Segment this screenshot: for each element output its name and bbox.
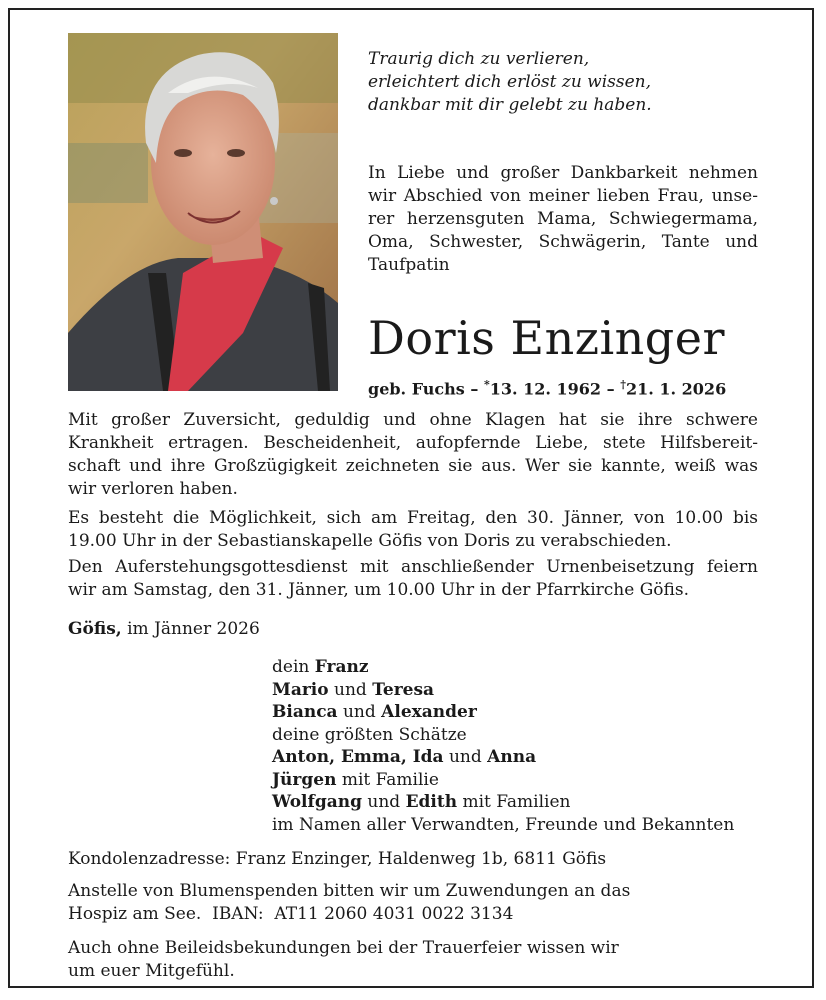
mourner-text: und bbox=[337, 702, 382, 722]
mourner-name: Franz bbox=[314, 657, 369, 677]
mourner-line bbox=[272, 701, 734, 724]
mourner-name: Anton, Emma, Ida bbox=[272, 747, 444, 767]
intro-line: Oma, Schwester, Schwägerin, Tante und bbox=[368, 232, 758, 252]
mourner-line bbox=[272, 769, 734, 792]
mourner-name: Mario bbox=[272, 679, 329, 700]
mourner-text: mit Familien bbox=[457, 792, 571, 812]
poem-line: Traurig dich zu verlieren, bbox=[368, 49, 590, 69]
body-line: 19.00 Uhr in der Sebastianskapelle Göfis von Doris zu verabschieden. bbox=[68, 531, 672, 551]
maiden-name: geb. Fuchs bbox=[368, 379, 465, 399]
paragraph-service bbox=[68, 556, 758, 602]
mourner-name: Teresa bbox=[372, 679, 435, 700]
intro-line: Taufpatin bbox=[368, 255, 450, 275]
donation-line: Anstelle von Blumenspenden bitten wir um Zuwendungen an das bbox=[68, 881, 631, 901]
portrait-photo bbox=[68, 33, 338, 391]
mourner-name: Edith bbox=[405, 792, 458, 812]
body-line: schaft und ihre Großzügigkeit zeichneten sie aus. Wer sie kannte, weiß was bbox=[68, 456, 758, 476]
paragraph-farewell bbox=[68, 507, 758, 553]
mourner-line bbox=[272, 679, 734, 702]
mourner-text: dein bbox=[272, 657, 315, 677]
mourner-line: im Namen aller Verwandten, Freunde und Bekannten bbox=[272, 814, 735, 835]
dash: – bbox=[606, 379, 615, 399]
body-line: Krankheit ertragen. Bescheidenheit, aufopfernde Liebe, stete Hilfsbereit- bbox=[68, 433, 758, 453]
mourner-text: und bbox=[443, 747, 488, 767]
mourners-list bbox=[272, 656, 734, 836]
donation-line: Hospiz am See. IBAN: AT11 2060 4031 0022 3134 bbox=[68, 904, 514, 924]
donation-note bbox=[68, 880, 630, 926]
dash: – bbox=[470, 379, 479, 399]
birth-death-line bbox=[368, 374, 726, 400]
birth-date: 13. 12. 1962 bbox=[489, 379, 602, 399]
intro-text bbox=[368, 162, 758, 277]
paragraph-illness bbox=[68, 409, 758, 501]
mourner-name: Anna bbox=[487, 747, 537, 767]
closing-line: um euer Mitgefühl. bbox=[68, 961, 235, 981]
mourner-line: deine größten Schätze bbox=[272, 724, 467, 745]
intro-line: rer herzensguten Mama, Schwiegermama, bbox=[368, 209, 758, 229]
mourner-text: und bbox=[361, 792, 406, 812]
mourner-line bbox=[272, 791, 734, 814]
deceased-name: Doris Enzinger bbox=[368, 311, 725, 365]
mourner-text: mit Familie bbox=[336, 769, 439, 790]
place-town: Göfis, bbox=[68, 619, 122, 639]
death-date: 21. 1. 2026 bbox=[625, 379, 727, 399]
mourner-name: Wolfgang bbox=[272, 792, 362, 812]
mourner-name: Alexander bbox=[381, 702, 477, 722]
mourner-line bbox=[272, 746, 734, 769]
mourner-name: Jürgen bbox=[272, 769, 337, 790]
place-when: im Jänner 2026 bbox=[127, 619, 260, 639]
poem-line: erleichtert dich erlöst zu wissen, bbox=[368, 72, 652, 92]
condolence-address: Kondolenzadresse: Franz Enzinger, Haldenweg 1b, 6811 Göfis bbox=[68, 849, 607, 869]
mourner-text: und bbox=[328, 679, 373, 700]
poem bbox=[368, 48, 652, 117]
death-symbol: † bbox=[620, 378, 626, 391]
intro-line: wir Abschied von meiner lieben Frau, unse- bbox=[368, 186, 758, 206]
birth-symbol: * bbox=[483, 378, 490, 391]
body-line: Es besteht die Möglichkeit, sich am Freitag, den 30. Jänner, von 10.00 bis bbox=[68, 508, 758, 528]
body-line: wir verloren haben. bbox=[68, 479, 238, 499]
mourner-name: Bianca bbox=[272, 702, 338, 722]
closing-line: Auch ohne Beileidsbekundungen bei der Trauerfeier wissen wir bbox=[68, 938, 619, 958]
closing-note bbox=[68, 937, 619, 983]
body-line: Mit großer Zuversicht, geduldig und ohne Klagen hat sie ihre schwere bbox=[68, 410, 758, 430]
body-line: wir am Samstag, den 31. Jänner, um 10.00 Uhr in der Pfarrkirche Göfis. bbox=[68, 580, 689, 600]
poem-line: dankbar mit dir gelebt zu haben. bbox=[368, 95, 652, 115]
body-line: Den Auferstehungsgottesdienst mit anschließender Urnenbeisetzung feiern bbox=[68, 557, 758, 577]
mourner-line bbox=[272, 656, 734, 679]
intro-line: In Liebe und großer Dankbarkeit nehmen bbox=[368, 163, 758, 183]
place-date bbox=[68, 618, 260, 641]
